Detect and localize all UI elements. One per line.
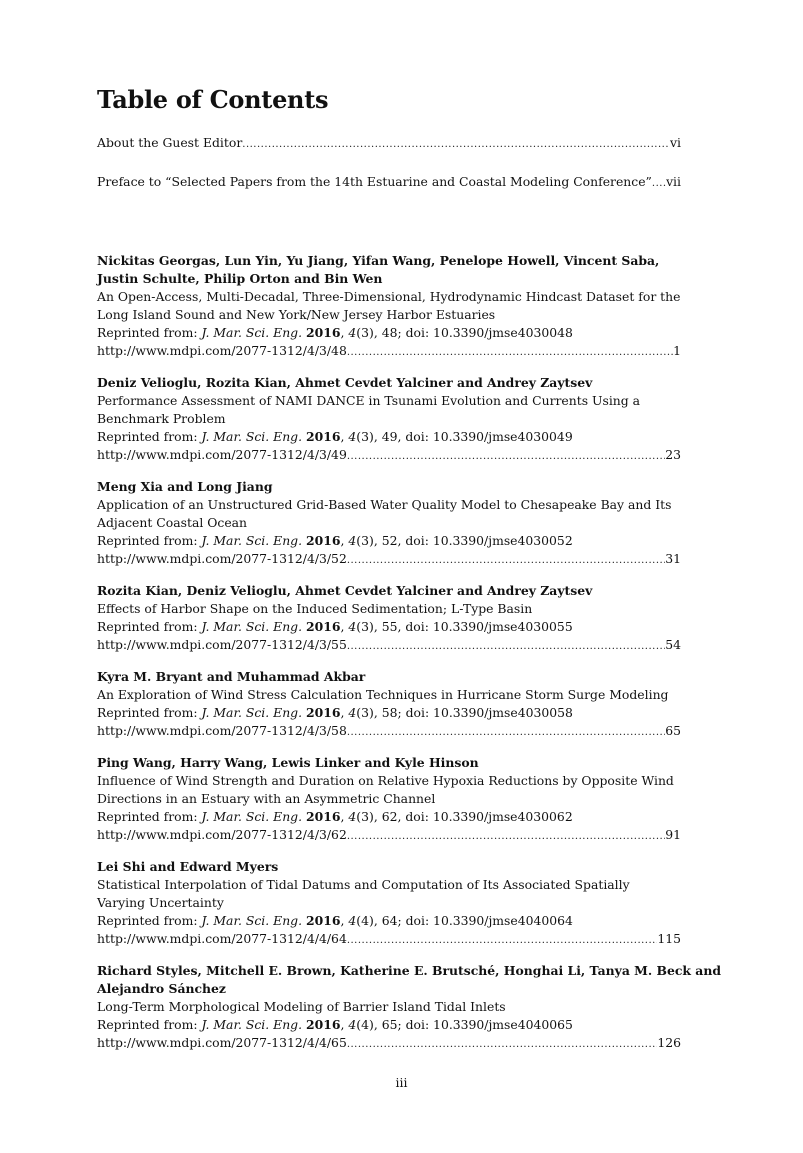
year: 2016 [306,619,341,634]
dot-leader [242,136,670,154]
entry-title[interactable]: Effects of Harbor Shape on the Induced Sedimentation; L-Type Basin [97,601,533,616]
entry-authors: Richard Styles, Mitchell E. Brown, Katherine E. Brutsché, Honghai Li, Tanya M. Beck and [97,963,722,978]
dot-leader [347,828,665,846]
toc-page [97,84,722,1066]
year: 2016 [306,705,341,720]
leader-text: About the Guest Editor [97,135,243,150]
page-ref: 115 [657,931,681,946]
page-ref: vi [670,135,681,150]
entry-title[interactable]: Adjacent Coastal Ocean [97,515,248,530]
entry-url-link[interactable] [97,930,681,950]
entry-reprint-info: Reprinted from: J. Mar. Sci. Eng. 2016, 4(3), 49, doi: 10.3390/jmse4030049 [97,429,573,444]
entry-reprint-info: Reprinted from: J. Mar. Sci. Eng. 2016, 4(3), 55, doi: 10.3390/jmse4030055 [97,619,573,634]
issue-and-doi: (3), 49, doi: 10.3390/jmse4030049 [356,429,573,444]
dot-leader [347,448,665,466]
dot-leader [347,552,665,570]
year: 2016 [306,325,341,340]
entry-reprint-info: Reprinted from: J. Mar. Sci. Eng. 2016, 4(3), 52, doi: 10.3390/jmse4030052 [97,533,573,548]
year: 2016 [306,1017,341,1032]
entry-title[interactable]: Benchmark Problem [97,411,226,426]
dot-leader [652,175,666,193]
page-ref: 126 [657,1035,681,1050]
toc-entries [97,252,722,1054]
leader-text: http://www.mdpi.com/2077-1312/4/3/62 [97,827,347,842]
page-ref: 1 [673,343,681,358]
journal-name: J. Mar. Sci. Eng. [201,429,303,444]
entry-reprint-info: Reprinted from: J. Mar. Sci. Eng. 2016, 4(3), 62, doi: 10.3390/jmse4030062 [97,809,573,824]
issue-and-doi: (3), 58; doi: 10.3390/jmse4030058 [356,705,573,720]
leader-text: http://www.mdpi.com/2077-1312/4/3/55 [97,637,347,652]
toc-entry [97,754,681,846]
front-matter-item[interactable] [97,134,681,154]
entry-reprint-info: Reprinted from: J. Mar. Sci. Eng. 2016, 4(3), 48; doi: 10.3390/jmse4030048 [97,325,573,340]
entry-title[interactable]: Long Island Sound and New York/New Jersey Harbor Estuaries [97,307,496,322]
entry-title[interactable]: Varying Uncertainty [97,895,224,910]
leader-text: http://www.mdpi.com/2077-1312/4/3/49 [97,447,347,462]
entry-authors: Alejandro Sánchez [97,981,226,996]
year: 2016 [306,913,341,928]
reprint-prefix: Reprinted from: [97,619,202,634]
toc-entry [97,478,681,570]
reprint-prefix: Reprinted from: [97,533,202,548]
dot-leader [347,1036,658,1054]
page-title: Table of Contents [97,85,329,114]
toc-entry [97,252,681,362]
dot-leader [347,932,658,950]
entry-url-link[interactable] [97,550,681,570]
spacer [97,212,681,252]
reprint-prefix: Reprinted from: [97,705,202,720]
issue-and-doi: (4), 64; doi: 10.3390/jmse4040064 [356,913,573,928]
front-matter [97,134,681,193]
toc-entry [97,858,681,950]
journal-name: J. Mar. Sci. Eng. [201,533,303,548]
volume: 4 [348,619,357,634]
volume: 4 [348,1017,357,1032]
year: 2016 [306,809,341,824]
entry-title[interactable]: An Exploration of Wind Stress Calculation Techniques in Hurricane Storm Surge Modeling [97,687,669,702]
reprint-prefix: Reprinted from: [97,1017,202,1032]
page-ref: 91 [665,827,681,842]
year: 2016 [306,429,341,444]
journal-name: J. Mar. Sci. Eng. [201,619,303,634]
issue-and-doi: (4), 65; doi: 10.3390/jmse4040065 [356,1017,573,1032]
leader-text: http://www.mdpi.com/2077-1312/4/4/65 [97,1035,347,1050]
entry-title[interactable]: Influence of Wind Strength and Duration on Relative Hypoxia Reductions by Opposite Wind [97,773,674,788]
entry-url-link[interactable] [97,1034,681,1054]
entry-title[interactable]: Performance Assessment of NAMI DANCE in Tsunami Evolution and Currents Using a [97,393,641,408]
toc-entry [97,668,681,742]
entry-title[interactable]: Directions in an Estuary with an Asymmetric Channel [97,791,436,806]
entry-url-link[interactable] [97,342,681,362]
leader-text: http://www.mdpi.com/2077-1312/4/3/52 [97,551,347,566]
entry-authors: Justin Schulte, Philip Orton and Bin Wen [97,271,383,286]
entry-title[interactable]: Long-Term Morphological Modeling of Barrier Island Tidal Inlets [97,999,506,1014]
page-ref: 31 [665,551,681,566]
entry-reprint-info: Reprinted from: J. Mar. Sci. Eng. 2016, 4(4), 64; doi: 10.3390/jmse4040064 [97,913,573,928]
page-ref: 65 [665,723,681,738]
entry-authors: Rozita Kian, Deniz Velioglu, Ahmet Cevdet Yalciner and Andrey Zaytsev [97,583,593,598]
entry-reprint-info: Reprinted from: J. Mar. Sci. Eng. 2016, 4(4), 65; doi: 10.3390/jmse4040065 [97,1017,573,1032]
front-matter-item[interactable] [97,173,681,193]
issue-and-doi: (3), 62, doi: 10.3390/jmse4030062 [356,809,573,824]
issue-and-doi: (3), 48; doi: 10.3390/jmse4030048 [356,325,573,340]
entry-authors: Deniz Velioglu, Rozita Kian, Ahmet Cevdet Yalciner and Andrey Zaytsev [97,375,593,390]
issue-and-doi: (3), 52, doi: 10.3390/jmse4030052 [356,533,573,548]
page-ref: 23 [665,447,681,462]
leader-text: http://www.mdpi.com/2077-1312/4/3/58 [97,723,347,738]
journal-name: J. Mar. Sci. Eng. [201,1017,303,1032]
volume: 4 [348,913,357,928]
volume: 4 [348,809,357,824]
reprint-prefix: Reprinted from: [97,913,202,928]
entry-reprint-info: Reprinted from: J. Mar. Sci. Eng. 2016, 4(3), 58; doi: 10.3390/jmse4030058 [97,705,573,720]
leader-text: Preface to “Selected Papers from the 14th Estuarine and Coastal Modeling Conference” [97,174,652,189]
reprint-prefix: Reprinted from: [97,809,202,824]
entry-title[interactable]: Application of an Unstructured Grid-Based Water Quality Model to Chesapeake Bay and Its [97,497,672,512]
reprint-prefix: Reprinted from: [97,325,202,340]
entry-authors: Ping Wang, Harry Wang, Lewis Linker and Kyle Hinson [97,755,479,770]
journal-name: J. Mar. Sci. Eng. [201,705,303,720]
entry-authors: Nickitas Georgas, Lun Yin, Yu Jiang, Yifan Wang, Penelope Howell, Vincent Saba, [97,253,660,268]
leader-text: http://www.mdpi.com/2077-1312/4/3/48 [97,343,347,358]
dot-leader [347,724,665,742]
year: 2016 [306,533,341,548]
entry-url-link[interactable] [97,636,681,656]
journal-name: J. Mar. Sci. Eng. [201,809,303,824]
volume: 4 [348,429,357,444]
page-ref: vii [666,174,681,189]
entry-url-link[interactable] [97,826,681,846]
journal-name: J. Mar. Sci. Eng. [201,913,303,928]
volume: 4 [348,705,357,720]
entry-title[interactable]: An Open-Access, Multi-Decadal, Three-Dimensional, Hydrodynamic Hindcast Dataset for the [97,289,681,304]
dot-leader [347,344,673,362]
issue-and-doi: (3), 55, doi: 10.3390/jmse4030055 [356,619,573,634]
toc-entry [97,374,681,466]
entry-authors: Lei Shi and Edward Myers [97,859,279,874]
toc-entry [97,962,722,1054]
dot-leader [347,638,665,656]
entry-authors: Kyra M. Bryant and Muhammad Akbar [97,669,366,684]
leader-text: http://www.mdpi.com/2077-1312/4/4/64 [97,931,347,946]
toc-entry [97,582,681,656]
volume: 4 [348,533,357,548]
journal-name: J. Mar. Sci. Eng. [201,325,303,340]
page-ref: 54 [665,637,681,652]
page-number: iii [395,1075,408,1090]
entry-authors: Meng Xia and Long Jiang [97,479,273,494]
volume: 4 [348,325,357,340]
reprint-prefix: Reprinted from: [97,429,202,444]
entry-title[interactable]: Statistical Interpolation of Tidal Datums and Computation of Its Associated Spatially [97,877,630,892]
entry-url-link[interactable] [97,722,681,742]
entry-url-link[interactable] [97,446,681,466]
